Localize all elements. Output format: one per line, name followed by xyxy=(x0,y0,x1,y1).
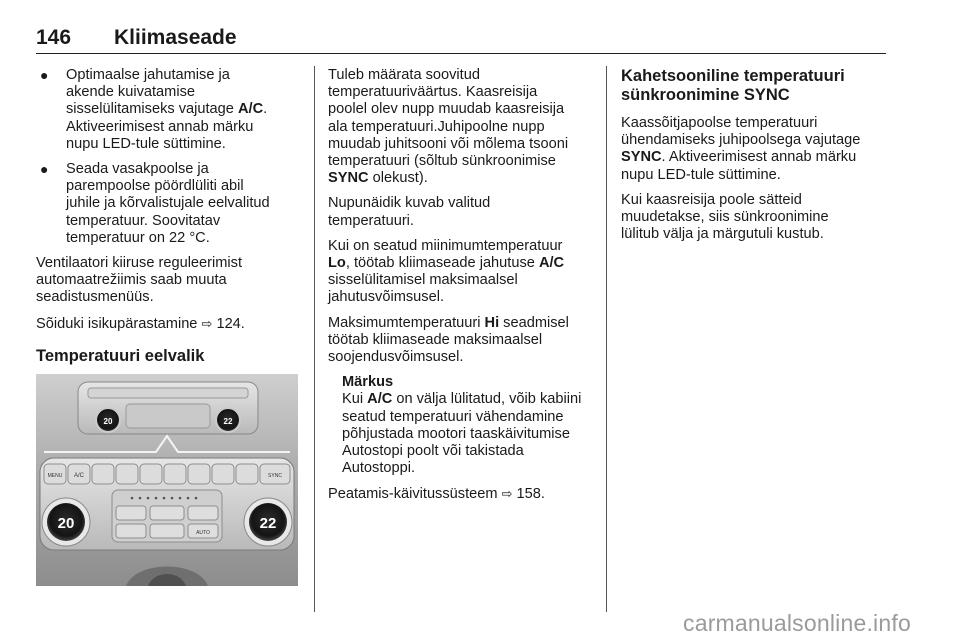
column-3 xyxy=(621,67,891,251)
paragraph-sync-off: Kui kaasreisija poole sätteid muudetakse, siis sünkroonimine lülitub välja ja märgutuli kustub. xyxy=(621,191,829,243)
crossref-stop-start: Peatamis-käivitussüsteem ⇨ 158. xyxy=(328,486,545,503)
crossref-arrow-icon: ⇨ xyxy=(501,486,513,502)
header-rule xyxy=(36,53,886,54)
chapter-title: Kliimaseade xyxy=(114,26,237,49)
crossref-arrow-icon: ⇨ xyxy=(201,315,213,331)
small-right-knob-label: 22 xyxy=(223,417,233,426)
page-header xyxy=(36,26,886,52)
note-box: Märkus Kui A/C on välja lülitatud, võib kabiini seatud temperatuuri vähendamine põhjustada mootori taaskäivitumise Autostopi poolt või takistada Autostoppi. xyxy=(328,374,602,477)
bullet-dot: ● xyxy=(40,161,49,178)
small-left-knob-label: 20 xyxy=(103,417,113,426)
paragraph-set-temperature: Tuleb määrata soovitud temperatuuriväärtus. Kaasreisija poolel olev nupp muudab kaasreisija ala temperatuuri.Juhipoolne nupp muudab juhitsooni või mõlema tsooni temperatuuri (sõltub sünkroonimise SYNC olekust). xyxy=(328,67,569,187)
column-divider-2 xyxy=(606,66,607,612)
watermark: carmanualsonline.info xyxy=(683,610,911,636)
paragraph-min-temperature: Kui on seatud miinimumtemperatuur Lo, töötab kliimaseade jahutuse A/C sisselülitamisel maksimaalsel jahutusvõimsusel. xyxy=(328,237,565,306)
ac-button-label: A/C xyxy=(73,473,85,479)
column-2 xyxy=(328,67,602,512)
note-title: Märkus xyxy=(342,374,394,391)
crossref-personalisation: Sõiduki isikupärastamine ⇨ 124. xyxy=(36,315,245,332)
menu-button-label: MENU xyxy=(47,473,63,479)
paragraph-fan-speed: Ventilaatori kiiruse reguleerimist automaatrežiimis saab muuta seadistusmenüüs. xyxy=(36,255,243,306)
column-1 xyxy=(36,67,306,376)
climate-panel-figure xyxy=(36,374,298,586)
bullet-dot: ● xyxy=(40,67,49,83)
paragraph-max-temperature: Maksimumtemperatuuri Hi seadmisel töötab kliimaseade maksimaalsel soojendusvõimsusel. xyxy=(328,314,569,366)
auto-button-label: AUTO xyxy=(196,530,210,536)
bullet-ac: ● Optimaalse jahutamise ja akende kuivatamise sisselülitamiseks vajutage A/C. Aktiveerimisest annab märku nupu LED-tule süttimine. xyxy=(40,67,268,152)
bullet-temperature: ● Seada vasakpoolse ja parempoolse pöördlüliti abil juhile ja kõrvalistujale eelvalitud temperatuur. Soovitatav temperatuur on 22 °C. xyxy=(40,161,270,246)
section-heading-sync: Kahetsooniline temperatuuri sünkroonimine SYNC xyxy=(621,67,845,104)
page-number: 146 xyxy=(36,26,72,49)
section-heading-temperature: Temperatuuri eelvalik xyxy=(36,346,205,365)
paragraph-knob-display: Nupunäidik kuvab valitud temperatuuri. xyxy=(328,195,491,229)
paragraph-sync-activate: Kaassõitjapoolse temperatuuri ühendamiseks juhipoolsega vajutage SYNC. Aktiveerimisest annab märku nupu LED-tule süttimine. xyxy=(621,115,861,183)
passenger-temperature-knob-label: 22 xyxy=(259,515,277,532)
column-divider-1 xyxy=(314,66,315,612)
driver-temperature-knob-label: 20 xyxy=(57,515,75,532)
sync-button-label: SYNC xyxy=(268,473,282,479)
